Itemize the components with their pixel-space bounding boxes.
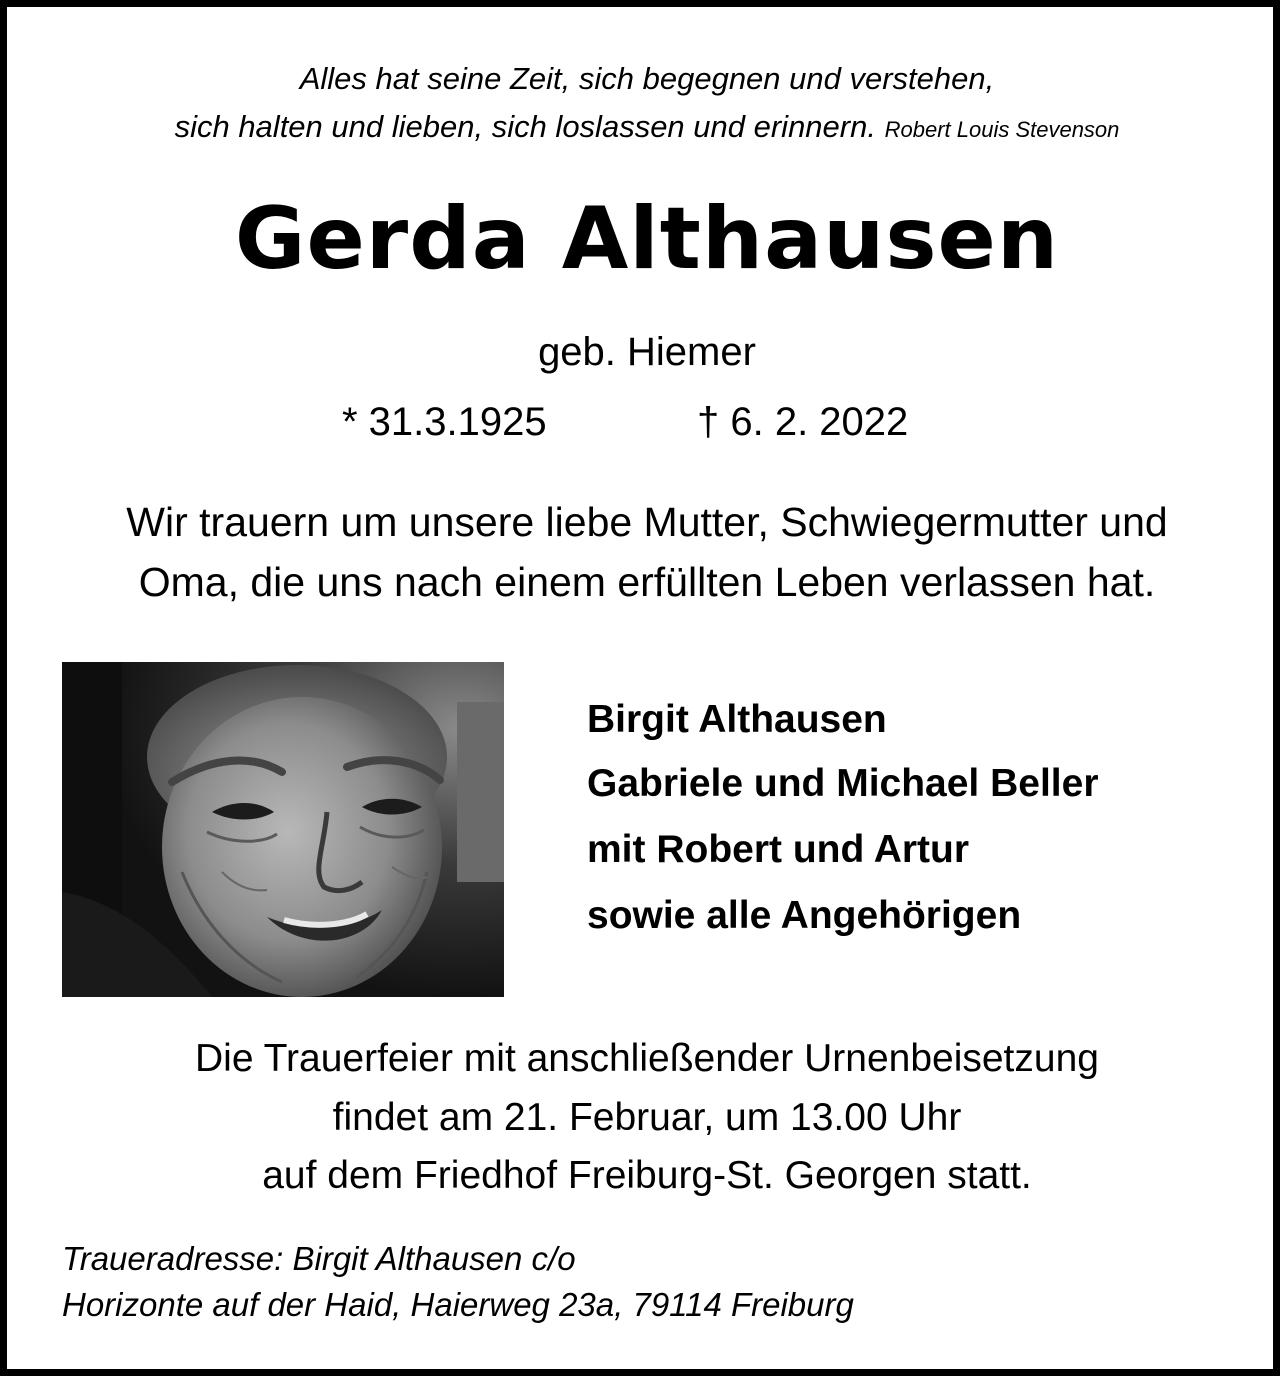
death-date: † 6. 2. 2022 [697, 400, 909, 444]
quote-line-2 [7, 103, 1280, 154]
portrait-photo [62, 662, 504, 997]
birth-date: * 31.3.1925 [342, 400, 547, 444]
mourner-4: sowie alle Angehörigen [587, 894, 1022, 937]
mourner-3: mit Robert und Artur [587, 828, 970, 871]
maiden-name: geb. Hiemer [538, 330, 756, 374]
address-line-1: Traueradresse: Birgit Althausen c/o [62, 1240, 576, 1277]
mourning-text-line-1: Wir trauern um unsere liebe Mutter, Schwiegermutter und [126, 499, 1168, 545]
portrait-illustration [62, 662, 504, 997]
service-line-1: Die Trauerfeier mit anschließender Urnenbeisetzung [195, 1037, 1099, 1080]
mourning-text-line-2: Oma, die uns nach einem erfüllten Leben verlassen hat. [138, 559, 1156, 605]
quote-author: Robert Louis Stevenson [884, 117, 1120, 142]
mourner-2: Gabriele und Michael Beller [587, 762, 1099, 805]
address-line-2: Horizonte auf der Haid, Haierweg 23a, 79114 Freiburg [62, 1286, 854, 1323]
quote-line-2-text: sich halten und lieben, sich loslassen und erinnern. [174, 109, 876, 144]
service-line-2: findet am 21. Februar, um 13.00 Uhr [332, 1096, 962, 1139]
mourner-1: Birgit Althausen [587, 698, 887, 741]
deceased-name: Gerda Althausen [234, 189, 1060, 289]
quote-line-1: Alles hat seine Zeit, sich begegnen und verstehen, [299, 61, 995, 96]
service-line-3: auf dem Friedhof Freiburg-St. Georgen statt. [262, 1154, 1032, 1197]
